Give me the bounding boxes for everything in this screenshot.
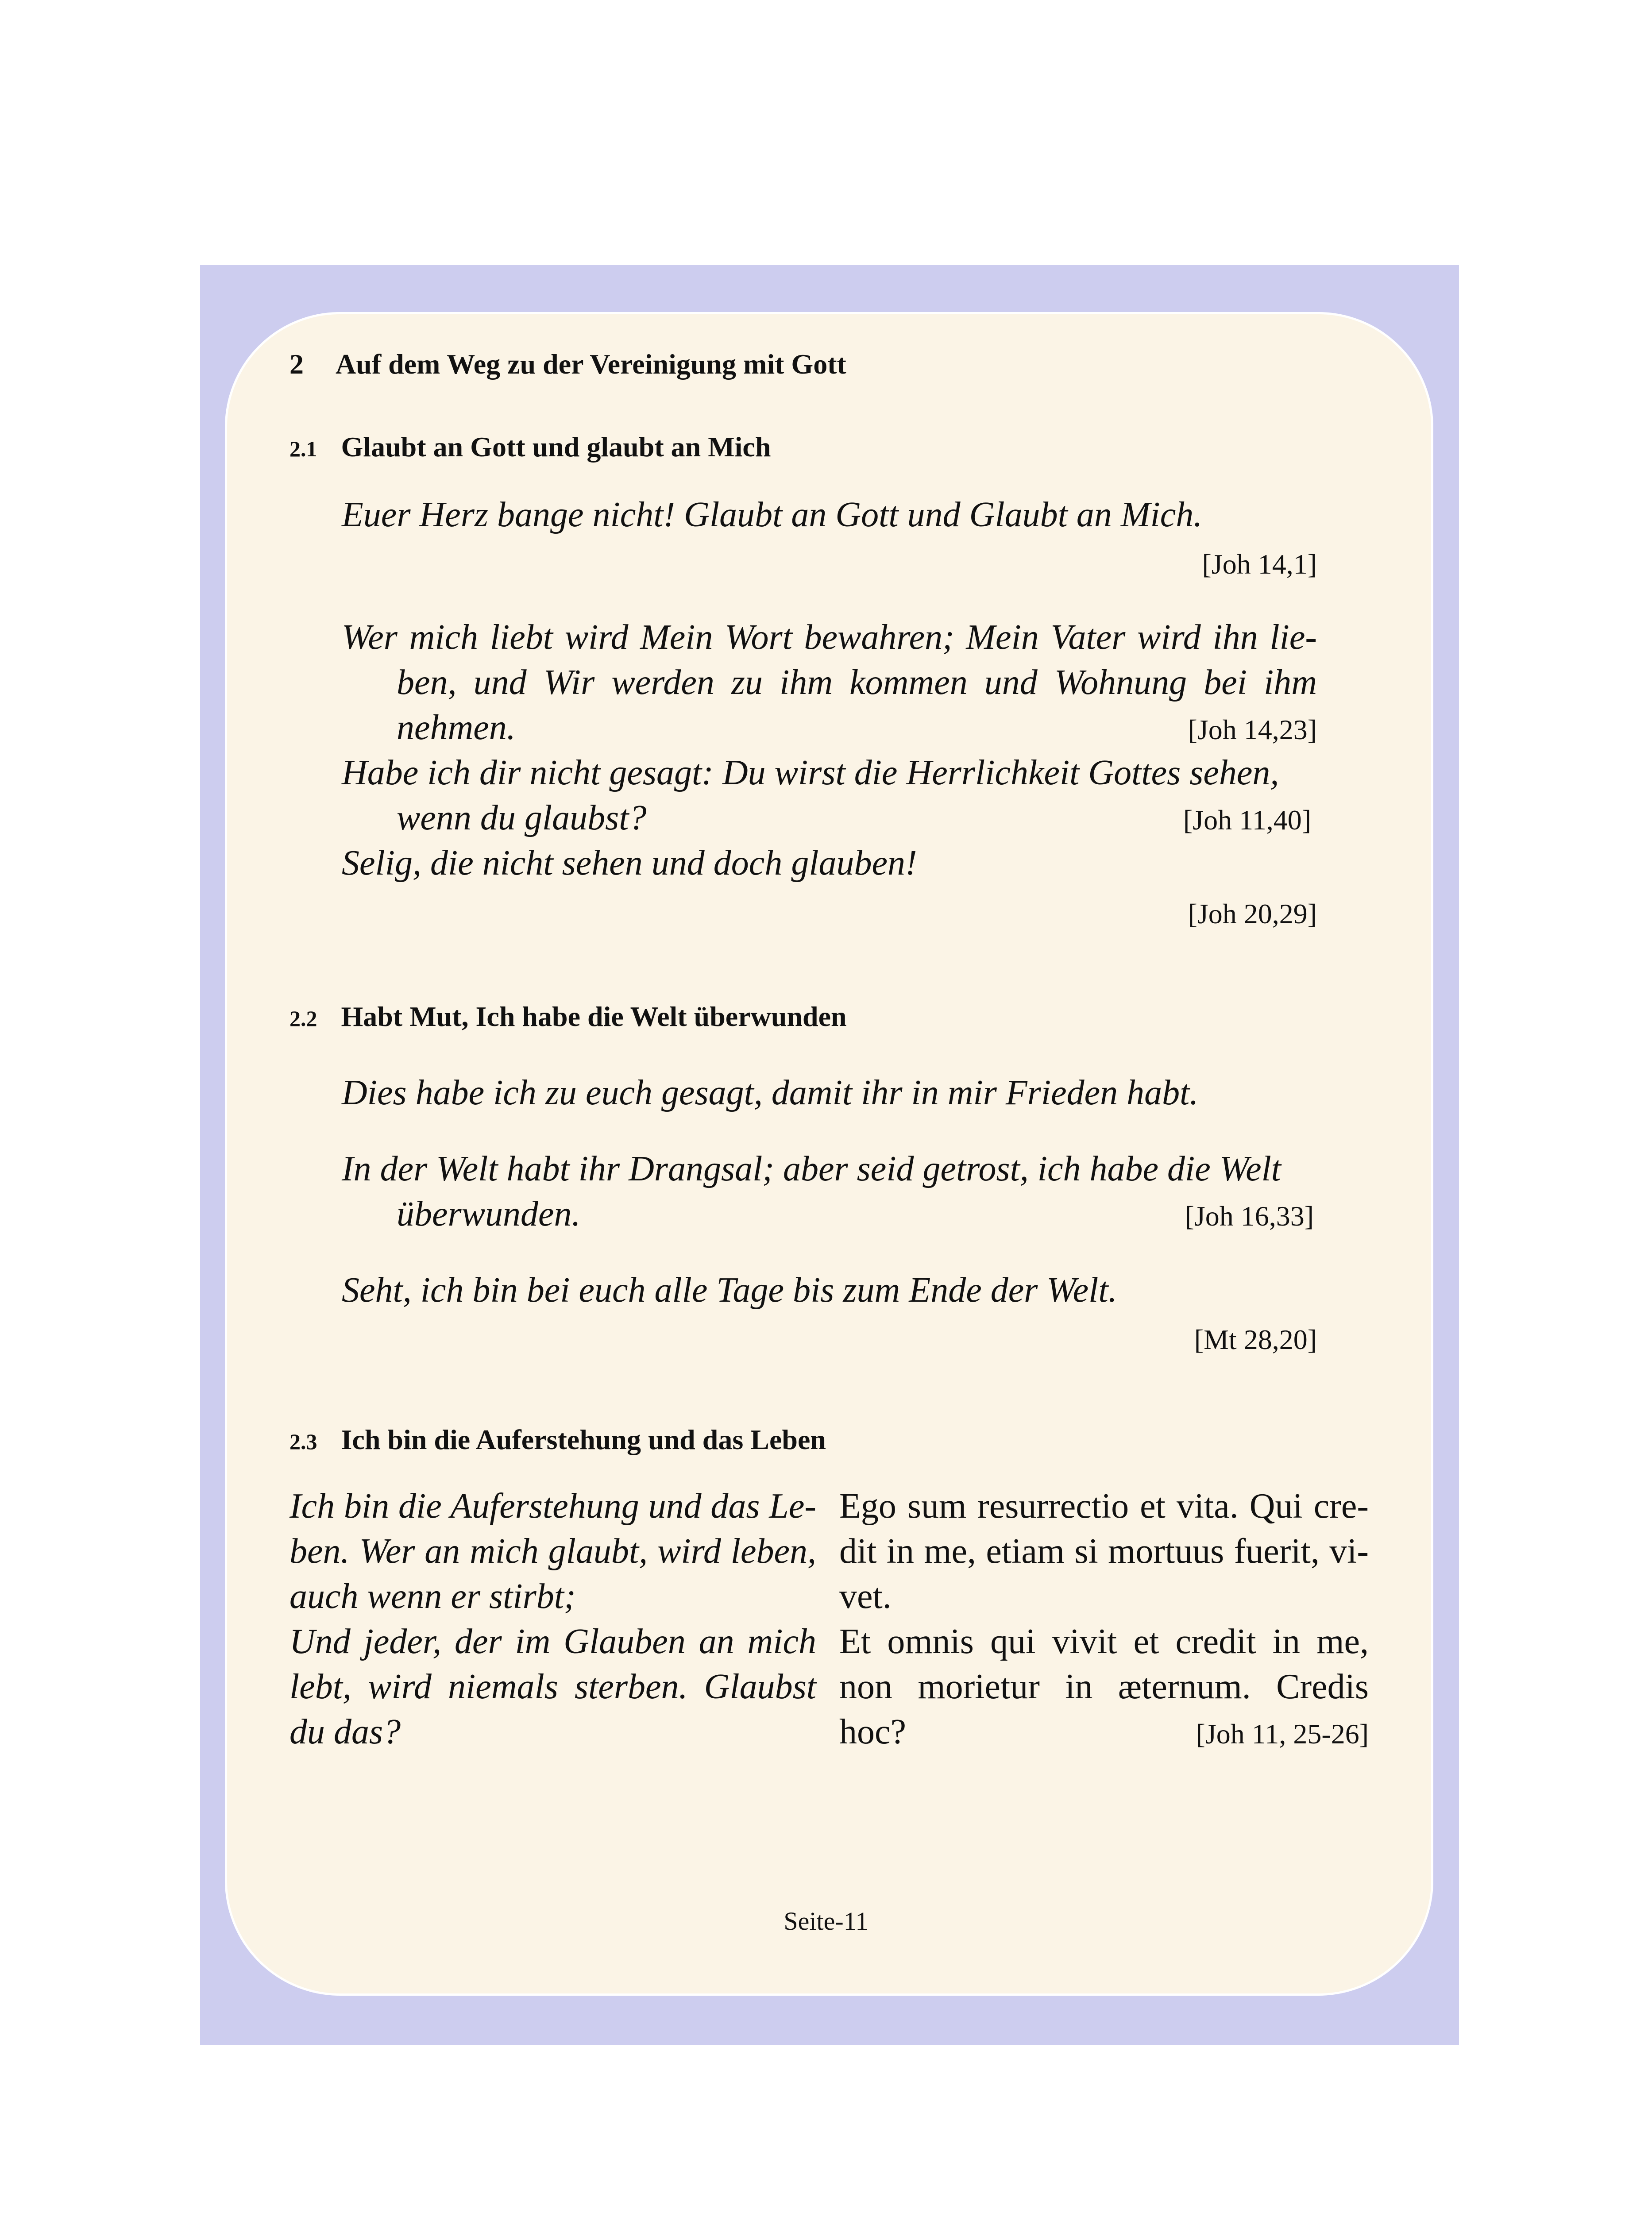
- quote-reference: [Joh 11, 25-26]: [1196, 1718, 1369, 1750]
- quote-reference: [Mt 28,20]: [1194, 1324, 1317, 1355]
- latin-line: Et omnis qui vivit et credit in me,: [839, 1622, 1369, 1661]
- subsection-heading-2-2: [289, 1000, 847, 1033]
- german-line: ben. Wer an mich glaubt, wird leben,: [289, 1532, 816, 1571]
- section-number: 2: [289, 348, 304, 380]
- quote-text: In der Welt habt ihr Drangsal; aber seid getrost, ich habe die Welt: [342, 1149, 1281, 1188]
- german-line: lebt, wird niemals sterben. Glaubst: [289, 1667, 816, 1706]
- subsection-title: Ich bin die Auferstehung und das Leben: [341, 1424, 826, 1455]
- latin-line: hoc?: [839, 1712, 907, 1751]
- quote-text: ben, und Wir werden zu ihm kommen und Wohnung bei ihm: [397, 663, 1317, 702]
- quote-text: Selig, die nicht sehen und doch glauben!: [342, 844, 917, 883]
- quote-text: Euer Herz bange nicht! Glaubt an Gott und Glaubt an Mich.: [342, 495, 1203, 534]
- german-line: auch wenn er stirbt;: [289, 1577, 576, 1616]
- german-line: Ich bin die Auferstehung und das Le-: [289, 1487, 816, 1526]
- quote-text: Wer mich liebt wird Mein Wort bewahren; Mein Vater wird ihn lie-: [342, 618, 1317, 657]
- quote-text: Seht, ich bin bei euch alle Tage bis zum Ende der Welt.: [342, 1271, 1117, 1310]
- subsection-title: Habt Mut, Ich habe die Welt überwunden: [341, 1001, 847, 1032]
- quote-text: Dies habe ich zu euch gesagt, damit ihr in mir Frieden habt.: [342, 1073, 1199, 1112]
- german-line: Und jeder, der im Glauben an mich: [289, 1622, 816, 1661]
- quote-text: Habe ich dir nicht gesagt: Du wirst die Herrlichkeit Gottes sehen,: [342, 753, 1279, 792]
- quote-reference: [Joh 14,23]: [1188, 714, 1317, 745]
- subsection-number: 2.2: [289, 1006, 317, 1031]
- section-title: Auf dem Weg zu der Vereinigung mit Gott: [336, 348, 846, 380]
- latin-line: dit in me, etiam si mortuus fuerit, vi-: [839, 1532, 1369, 1571]
- quote-text: nehmen.: [397, 708, 516, 747]
- subsection-heading-2-3: [289, 1423, 826, 1456]
- latin-line: Ego sum resurrectio et vita. Qui cre-: [839, 1487, 1369, 1526]
- subsection-number: 2.1: [289, 436, 317, 461]
- subsection-heading-2-1: [289, 431, 771, 463]
- latin-line: non morietur in æternum. Credis: [839, 1667, 1369, 1706]
- latin-line: vet.: [839, 1577, 892, 1616]
- quote-reference: [Joh 14,1]: [1202, 548, 1317, 580]
- quote-reference: [Joh 20,29]: [1188, 898, 1317, 929]
- page-number: Seite-11: [784, 1907, 868, 1935]
- quote-text: wenn du glaubst?: [397, 798, 647, 837]
- section-heading: [289, 348, 846, 381]
- subsection-title: Glaubt an Gott und glaubt an Mich: [341, 431, 771, 463]
- german-line: du das?: [289, 1712, 401, 1751]
- quote-reference: [Joh 16,33]: [1185, 1200, 1314, 1232]
- subsection-number: 2.3: [289, 1429, 317, 1454]
- quote-reference: [Joh 11,40]: [1183, 804, 1311, 836]
- quote-text: überwunden.: [397, 1195, 581, 1234]
